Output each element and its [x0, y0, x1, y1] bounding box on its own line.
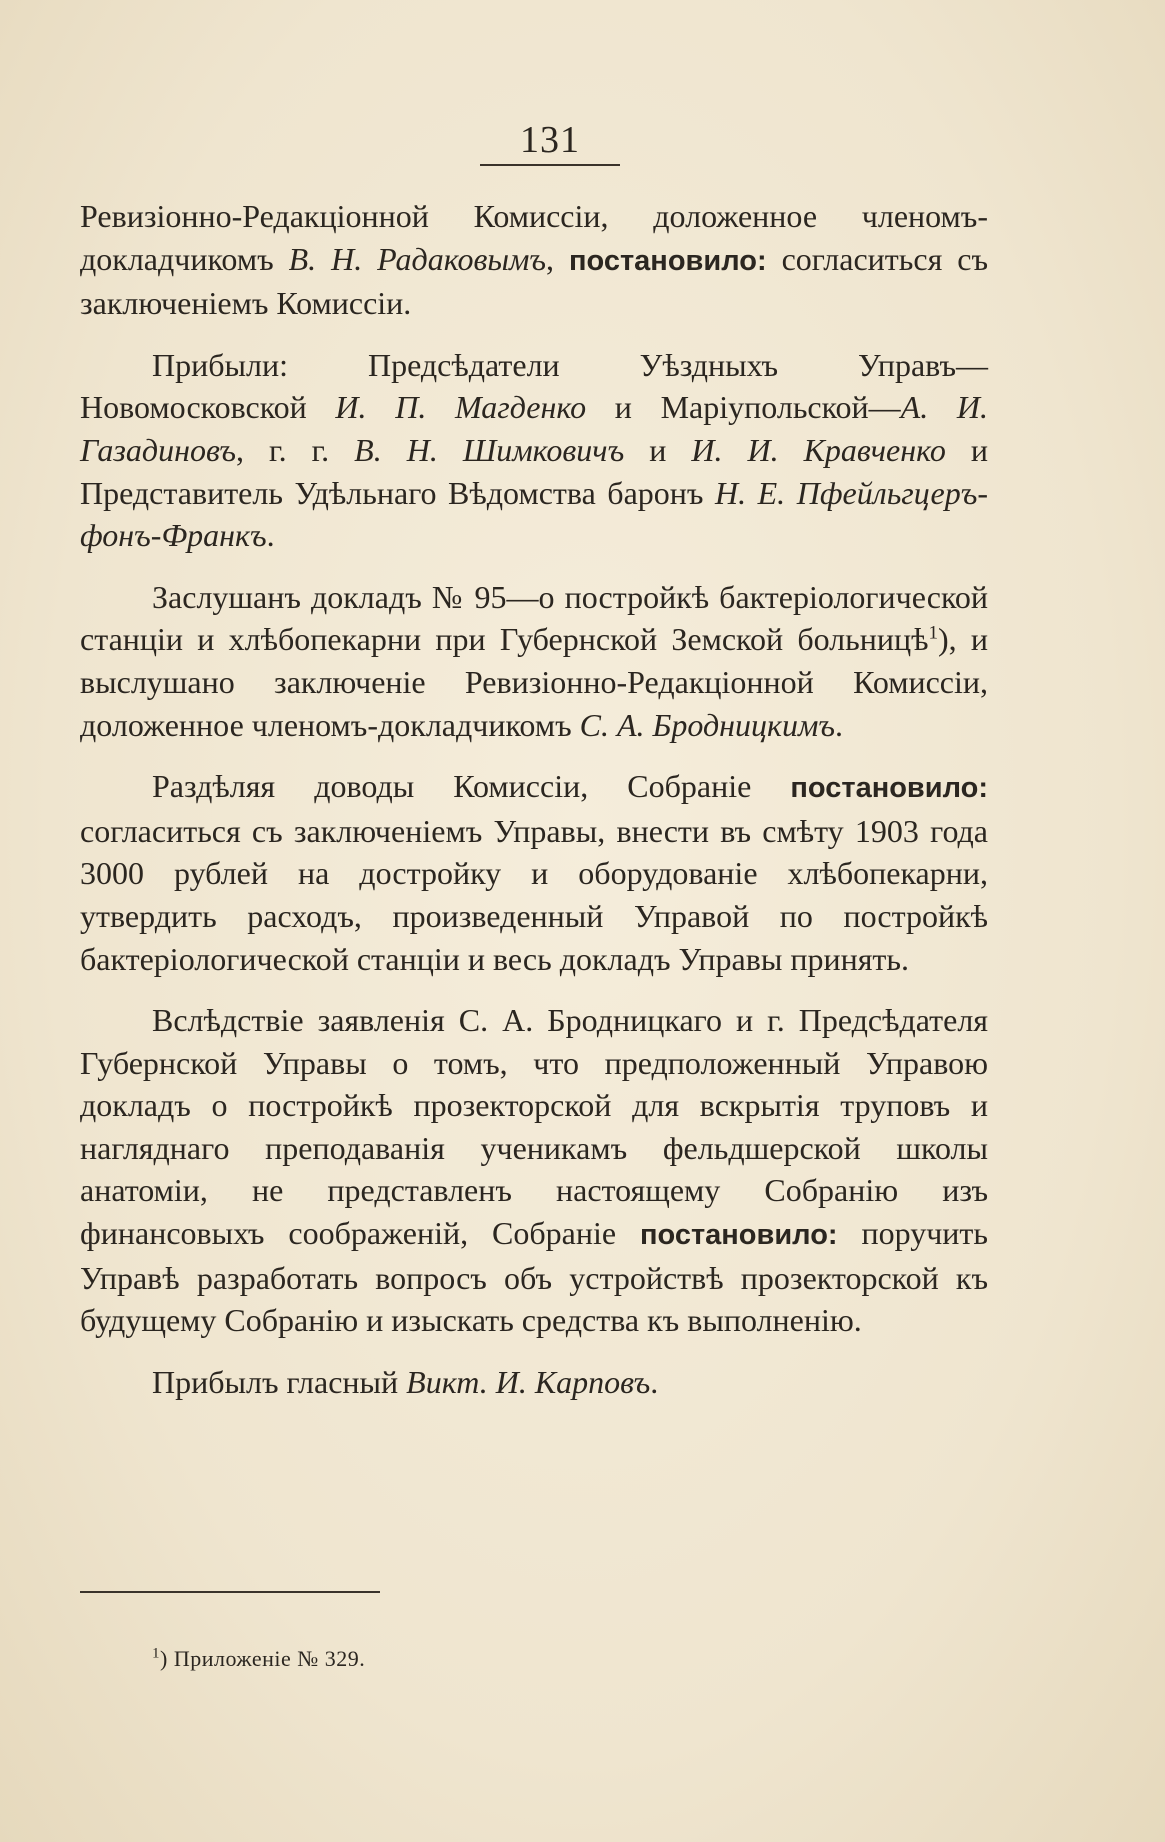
person-name: И. И. Кравченко: [691, 431, 946, 468]
paragraph-3: Заслушанъ докладъ № 95—о постройкѣ бактеріологической станціи и хлѣбопекарни при Губернской Земской больницѣ$^1$), и выслушано заключеніе Ревизіонно-Редакціонной Комиссіи, доложенное членомъ-докладчикомъ С. А. Бродницкимъ.: [80, 578, 989, 743]
paragraph-5: Вслѣдствіе заявленія С. А. Бродницкаго и г. Предсѣдателя Губернской Управы о томъ, что предположенный Управою докладъ о постройкѣ прозекторской для вскрытія труповъ и нагляднаго преподаванія ученикамъ фельдшерской школы анатоміи, не представленъ настоящему Собранію изъ финансовыхъ соображеній, Собраніе постановило: поручить Управѣ разработать вопросъ объ устройствѣ прозекторской къ будущему Собранію и изыскать средства къ выполненію.: [80, 1002, 989, 1339]
person-name: А. И. Газадиновъ: [80, 389, 989, 468]
resolution-keyword: постановило:: [639, 1219, 838, 1252]
person-name: С. А. Бродницкимъ: [579, 706, 836, 743]
body-text: [80, 195, 988, 1403]
footnote: [152, 1646, 365, 1672]
footnote-text: ) Приложеніе № 329.: [160, 1646, 366, 1671]
footnote-reference: 1: [928, 622, 938, 644]
footnote-divider: [80, 1591, 380, 1593]
paragraph-6: Прибылъ гласный Викт. И. Карповъ.: [152, 1363, 659, 1400]
page-number: 131: [480, 118, 620, 166]
person-name: В. Н. Радаковымъ: [288, 240, 547, 277]
person-name: И. П. Магденко: [335, 389, 587, 426]
footnote-marker: 1: [152, 1645, 160, 1662]
person-name: Викт. И. Карповъ: [406, 1363, 651, 1400]
paragraph-4: Раздѣляя доводы Комиссіи, Собраніе постановило: согласиться съ заключеніемъ Управы, внести въ смѣту 1903 года 3000 рублей на достройку и оборудованіе хлѣбопекарни, утвердить расходъ, произведенный Управой по постройкѣ бактеріологической станціи и весь докладъ Управы принять.: [80, 768, 988, 977]
resolution-keyword: постановило:: [569, 244, 767, 277]
paragraph-2: Прибыли: Предсѣдатели Уѣздныхъ Управъ—Новомосковской И. П. Магденко и Маріупольской—А. И. Газадиновъ, г. г. В. Н. Шимковичъ и И. И. Кравченко и Представитель Удѣльнаго Вѣдомства баронъ Н. Е. Пфейльгцеръ-фонъ-Франкъ.: [80, 346, 989, 554]
resolution-keyword: постановило:: [790, 772, 988, 805]
paragraph-1: Ревизіонно-Редакціонной Комиссіи, доложенное членомъ-докладчикомъ В. Н. Радаковымъ, постановило: согласиться съ заключеніемъ Комиссіи.: [80, 198, 988, 322]
person-name: Н. Е. Пфейльгцеръ-фонъ-Франкъ: [80, 474, 988, 554]
person-name: В. Н. Шимковичъ: [354, 431, 625, 468]
